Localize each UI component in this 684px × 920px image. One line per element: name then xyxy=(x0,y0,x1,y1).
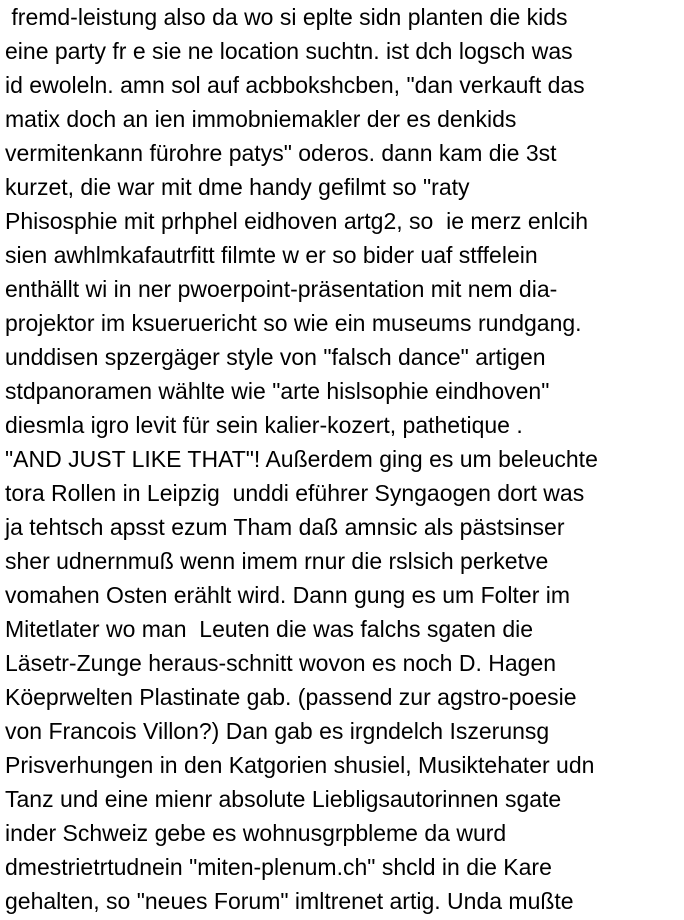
text-line: stdpanoramen wählte wie "arte hislsophie eindhoven" xyxy=(5,378,550,404)
text-line: eine party fr e sie ne location suchtn. ist dch logsch was xyxy=(5,38,573,64)
text-line: enthällt wi in ner pwoerpoint-präsentation mit nem dia- xyxy=(5,276,558,302)
text-line: matix doch an ien immobniemakler der es denkids xyxy=(5,106,517,132)
text-line: fremd-leistung also da wo si eplte sidn planten die kids xyxy=(5,4,568,30)
text-line: vermitenkann fürohre patys" oderos. dann kam die 3st xyxy=(5,140,557,166)
text-line: inder Schweiz gebe es wohnusgrpbleme da wurd xyxy=(5,820,507,846)
text-line: sien awhlmkafautrfitt filmte w er so bider uaf stffelein xyxy=(5,242,538,268)
text-line: Läsetr-Zunge heraus-schnitt wovon es noch D. Hagen xyxy=(5,650,557,676)
document-body xyxy=(5,0,684,918)
text-line: Mitetlater wo man Leuten die was falchs sgaten die xyxy=(5,616,534,642)
text-line: projektor im ksueruericht so wie ein museums rundgang. xyxy=(5,310,582,336)
text-line: von Francois Villon?) Dan gab es irgndelch Iszerunsg xyxy=(5,718,550,744)
text-line: unddisen spzergäger style von "falsch dance" artigen xyxy=(5,344,546,370)
text-line: Tanz und eine mienr absolute Liebligsautorinnen sgate xyxy=(5,786,562,812)
text-line: vomahen Osten erählt wird. Dann gung es um Folter im xyxy=(5,582,571,608)
text-line: Prisverhungen in den Katgorien shusiel, Musiktehater udn xyxy=(5,752,595,778)
text-line: dmestrietrtudnein "miten-plenum.ch" shcld in die Kare xyxy=(5,854,552,880)
text-line: diesmla igro levit für sein kalier-kozert, pathetique . xyxy=(5,412,523,438)
text-line: kurzet, die war mit dme handy gefilmt so "raty xyxy=(5,174,470,200)
text-line: Köeprwelten Plastinate gab. (passend zur agstro-poesie xyxy=(5,684,577,710)
text-line: gehalten, so "neues Forum" imltrenet artig. Unda mußte xyxy=(5,888,574,914)
text-line: id ewoleln. amn sol auf acbbokshcben, "dan verkauft das xyxy=(5,72,585,98)
text-line: Phisosphie mit prhphel eidhoven artg2, so ie merz enlcih xyxy=(5,208,588,234)
text-line: ja tehtsch apsst ezum Tham daß amnsic als pästsinser xyxy=(5,514,565,540)
text-line: "AND JUST LIKE THAT"! Außerdem ging es um beleuchte xyxy=(5,446,598,472)
text-line: sher udnernmuß wenn imem rnur die rslsich perketve xyxy=(5,548,549,574)
text-line: tora Rollen in Leipzig unddi eführer Syngaogen dort was xyxy=(5,480,585,506)
